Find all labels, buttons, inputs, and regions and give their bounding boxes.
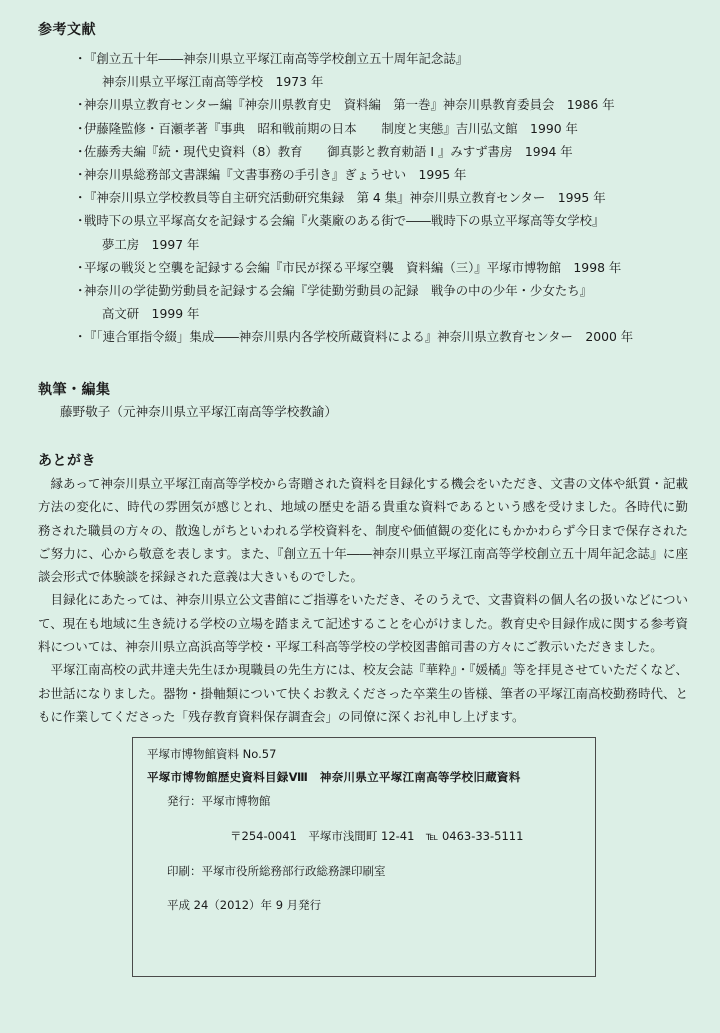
reference-item: ・『神奈川県立学校教員等自主研究活動研究集録 第 4 集』神奈川県立教育センター 1995 年 (74, 190, 606, 206)
reference-item: ・神奈川県総務部文書課編『文書事務の手引き』ぎょうせい 1995 年 (74, 167, 467, 183)
afterword-paragraph: 縁あって神奈川県立平塚江南高等学校から寄贈された資料を目録化する機会をいただき、文書の文体や紙質・記載方法の変化に、時代の雰囲気が感じとれ、地域の歴史を語る貴重な資料であるという感を受けました。各時代に勤務された職員の方々の、散逸しがちといわれる学校資料を、制度や価値観の変化にもかかわらず今日まで保存されたご努力に、心から敬意を表します。また、『創立五十年――神奈川県立平塚江南高等学校創立五十周年記念誌』に座談会形式で体験談を採録された意義は大きいものでした。 (38, 476, 688, 585)
colophon-title: 平塚市博物館歴史資料目録Ⅷ 神奈川県立平塚江南高等学校旧蔵資料 (147, 770, 521, 784)
reference-text: 神奈川県総務部文書課編『文書事務の手引き』ぎょうせい 1995 年 (84, 167, 467, 183)
colophon-box (132, 737, 596, 977)
colophon-series: 平塚市博物館資料 No.57 (147, 747, 277, 761)
reference-text: 神奈川の学徒勤労動員を記録する会編『学徒勤労動員の記録 戦争の中の少年・少女たち』 (84, 283, 593, 299)
colophon-date: 平成 24（2012）年 9 月発行 (167, 898, 322, 912)
afterword-paragraph: 平塚江南高校の武井達夫先生ほか現職員の先生方には、校友会誌『華粋』・『媛橘』等を拝見させていただくなど、お世話になりました。器物・掛軸類について快くお教えくださった卒業生の皆様、筆者の平塚江南高校勤務時代、ともに作業してくださった「残存教育資料保存調査会」の同僚に深くお礼申し上げます。 (38, 662, 689, 724)
references-list (74, 47, 674, 349)
colophon-printer: 印刷：平塚市役所総務部行政総務課印刷室 (167, 864, 386, 878)
reference-text: 『創立五十年――神奈川県立平塚江南高等学校創立五十周年記念誌』 (84, 51, 469, 66)
colophon-address: 〒254-0041 平塚市浅間町 12-41 ℡ 0463-33-5111 (230, 829, 524, 843)
authorship-heading: 執筆・編集 (38, 382, 111, 398)
reference-continuation: 夢工房 1997 年 (102, 236, 200, 252)
reference-item: ・『「連合軍指令綴」集成――神奈川県内各学校所蔵資料による』神奈川県立教育センター 2000 年 (74, 329, 634, 345)
reference-text: 平塚の戦災と空襲を記録する会編『市民が探る平塚空襲 資料編（三）』平塚市博物館 1998 年 (84, 259, 622, 275)
reference-text: 佐藤秀夫編『続・現代史資料（8）教育 御真影と教育勅語 I 』みすず書房 1994 年 (84, 143, 573, 159)
reference-text: 伊藤隆監修・百瀬孝著『事典 昭和戦前期の日本 制度と実態』吉川弘文館 1990 年 (84, 120, 578, 136)
colophon-publisher: 発行：平塚市博物館 (167, 794, 271, 808)
reference-text: 『神奈川県立学校教員等自主研究活動研究集録 第 4 集』神奈川県立教育センター 1995 年 (84, 190, 606, 206)
reference-item: ・伊藤隆監修・百瀬孝著『事典 昭和戦前期の日本 制度と実態』吉川弘文館 1990 年 (74, 120, 578, 136)
reference-text: 神奈川県立教育センター編『神奈川県教育史 資料編 第一巻』神奈川県教育委員会 1986 年 (84, 97, 615, 113)
author-line: 藤野敬子（元神奈川県立平塚江南高等学校教諭） (60, 404, 338, 419)
afterword-paragraph: 目録化にあたっては、神奈川県立公文書館にご指導をいただき、そのうえで、文書資料の個人名の扱いなどについて、現在も地域に生き続ける学校の立場を踏まえて記述することを心がけました。教育史や目録作成に関する参考資料については、神奈川県立高浜高等学校・平塚工科高等学校の学校図書館司書の方々にご教示いただきました。 (38, 592, 688, 655)
afterword-body (38, 472, 688, 728)
reference-item: ・『創立五十年――神奈川県立平塚江南高等学校創立五十周年記念誌』 神奈川県立平塚江南高等学校 1973 年 (74, 47, 674, 93)
reference-item: ・戦時下の県立平塚高女を記録する会編『火薬廠のある街で――戦時下の県立平塚高等女学校』 夢工房 1997 年 (74, 209, 674, 255)
reference-item: ・平塚の戦災と空襲を記録する会編『市民が探る平塚空襲 資料編（三）』平塚市博物館 1998 年 (74, 259, 622, 275)
reference-item: ・佐藤秀夫編『続・現代史資料（8）教育 御真影と教育勅語 I 』みすず書房 1994 年 (74, 143, 573, 159)
reference-text: 『「連合軍指令綴」集成――神奈川県内各学校所蔵資料による』神奈川県立教育センター 2000 年 (84, 329, 634, 345)
reference-text: 戦時下の県立平塚高女を記録する会編『火薬廠のある街で――戦時下の県立平塚高等女学校』 (84, 213, 605, 229)
reference-continuation: 高文研 1999 年 (102, 306, 200, 322)
reference-item: ・神奈川の学徒勤労動員を記録する会編『学徒勤労動員の記録 戦争の中の少年・少女たち』 高文研 1999 年 (74, 279, 674, 325)
references-heading: 参考文献 (38, 22, 96, 38)
reference-item: ・神奈川県立教育センター編『神奈川県教育史 資料編 第一巻』神奈川県教育委員会 1986 年 (74, 97, 615, 113)
afterword-heading: あとがき (38, 453, 96, 469)
reference-continuation: 神奈川県立平塚江南高等学校 1973 年 (102, 74, 324, 90)
